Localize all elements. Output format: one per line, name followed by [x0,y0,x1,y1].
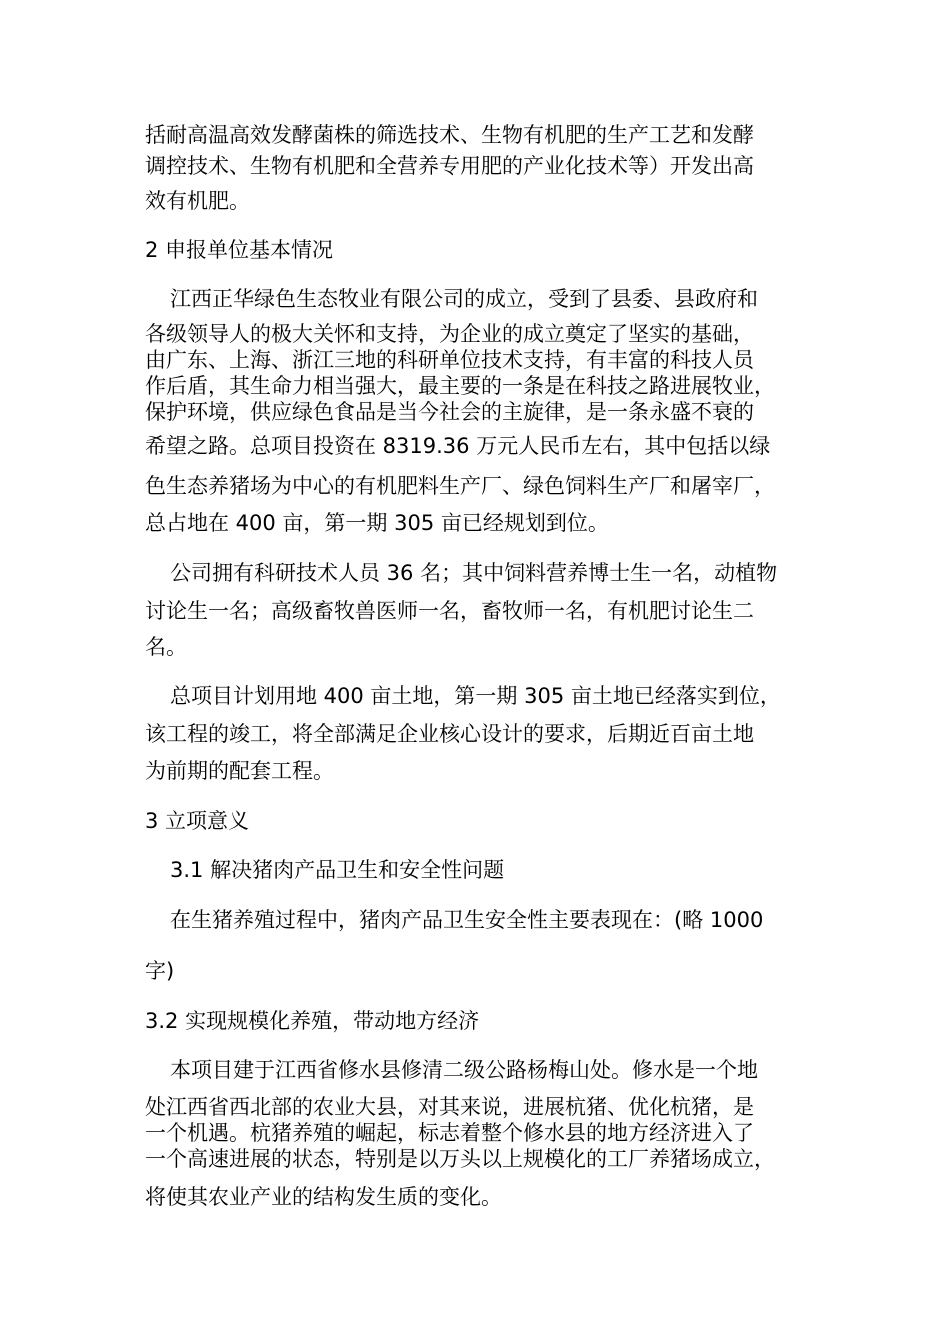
section-heading: 3 立项意义 [145,809,250,833]
paragraph-line: 作后盾，其生命力相当强大，最主要的一条是在科技之路进展牧业， [145,374,775,398]
subsection-heading: 3.2 实现规模化养殖，带动地方经济 [145,1009,480,1033]
paragraph-line: 各级领导人的极大关怀和支持，为企业的成立奠定了坚实的基础， [145,322,754,346]
section-heading: 2 申报单位基本情况 [145,238,334,262]
paragraph-line: 名。 [145,635,187,659]
paragraph-line: 总项目计划用地 400 亩土地，第一期 305 亩土地已经落实到位， [170,684,781,708]
paragraph-line: 调控技术、生物有机肥和全营养专用肥的产业化技术等）开发出高 [145,154,754,178]
paragraph-line: 江西正华绿色生态牧业有限公司的成立，受到了县委、县政府和 [170,287,758,311]
paragraph-line: 公司拥有科研技术人员 36 名；其中饲料营养博士生一名，动植物 [170,561,778,585]
paragraph-line: 希望之路。总项目投资在 8319.36 万元人民币左右，其中包括以绿 [145,434,771,458]
paragraph-line: 色生态养猪场为中心的有机肥料生产厂、绿色饲料生产厂和屠宰厂， [145,474,775,498]
subsection-heading: 3.1 解决猪肉产品卫生和安全性问题 [170,858,505,882]
paragraph-line: 由广东、上海、浙江三地的科研单位技术支持，有丰富的科技人员 [145,348,754,372]
paragraph-line: 字) [145,959,175,983]
paragraph-line: 将使其农业产业的结构发生质的变化。 [145,1185,502,1209]
paragraph-line: 该工程的竣工，将全部满足企业核心设计的要求，后期近百亩土地 [145,722,754,746]
paragraph-line: 讨论生一名；高级畜牧兽医师一名，畜牧师一名，有机肥讨论生二 [145,599,754,623]
paragraph-line: 在生猪养殖过程中，猪肉产品卫生安全性主要表现在：(略 1000 [170,908,764,932]
paragraph-line: 一个机遇。杭猪养殖的崛起，标志着整个修水县的地方经济进入了 [145,1121,754,1145]
paragraph-line: 为前期的配套工程。 [145,759,334,783]
paragraph-line: 效有机肥。 [145,189,250,213]
paragraph-line: 保护环境，供应绿色食品是当今社会的主旋律，是一条永盛不衰的 [145,400,754,424]
paragraph-line: 处江西省西北部的农业大县，对其来说，进展杭猪、优化杭猪，是 [145,1095,754,1119]
paragraph-line: 括耐高温高效发酵菌株的筛选技术、生物有机肥的生产工艺和发酵 [145,123,754,147]
paragraph-line: 总占地在 400 亩，第一期 305 亩已经规划到位。 [145,511,609,535]
paragraph-line: 一个高速进展的状态，特别是以万头以上规模化的工厂养猪场成立， [145,1147,775,1171]
paragraph-line: 本项目建于江西省修水县修清二级公路杨梅山处。修水是一个地 [170,1058,758,1082]
